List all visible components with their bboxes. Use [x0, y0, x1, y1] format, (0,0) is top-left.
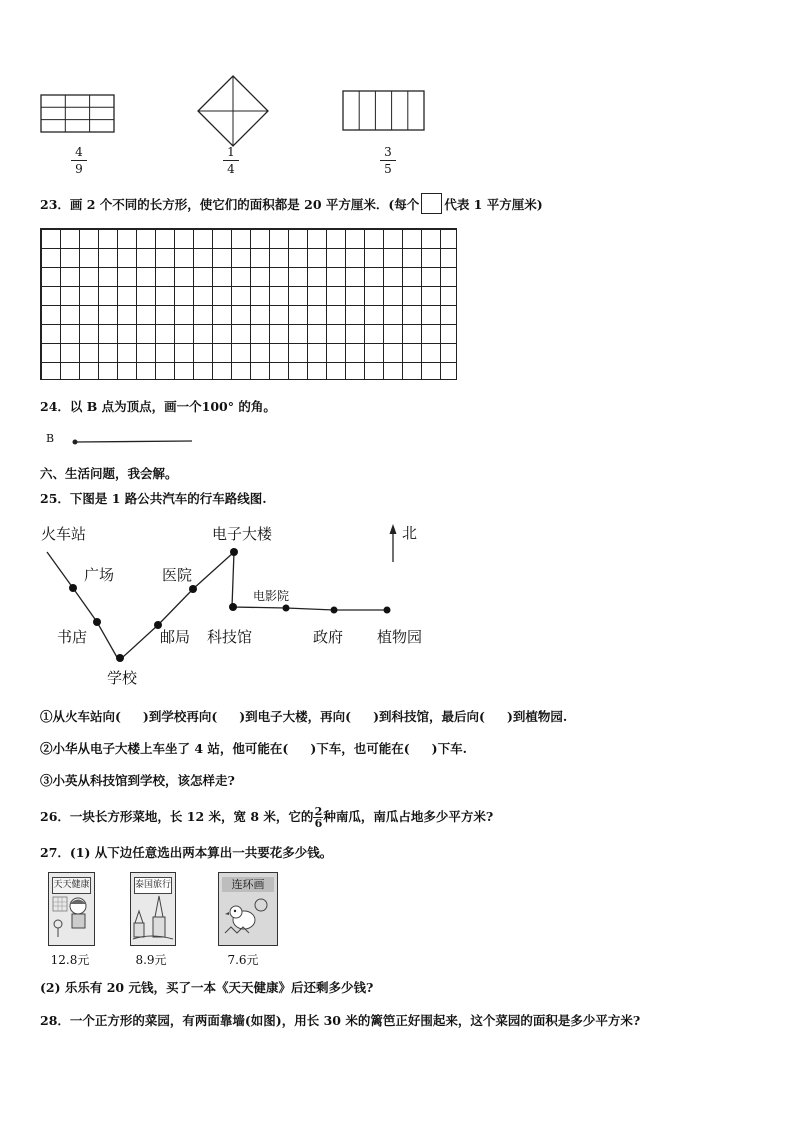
stop-dot-tech-museum: [229, 603, 237, 611]
numerator: 2: [314, 805, 323, 818]
denominator: 9: [75, 162, 83, 176]
stop-government: 政府: [313, 628, 344, 646]
q25-sub1: [40, 707, 567, 725]
book-price: 8.9元: [135, 953, 167, 967]
book-tiantian-jiankang[interactable]: [48, 872, 95, 946]
chick-illustration-icon: [219, 893, 277, 945]
denominator: 4: [227, 162, 235, 176]
stop-hospital: 医院: [162, 566, 193, 584]
q23-text-after: 代表 1 平方厘米): [444, 197, 543, 212]
q26-after: 种南瓜，南瓜占地多少平方米?: [323, 809, 494, 824]
q26-question: [40, 806, 493, 829]
q23-text-before: 23．画 2 个不同的长方形，使它们的面积都是 20 平方厘米．(每个: [40, 197, 420, 212]
north-label: 北: [402, 524, 418, 542]
stop-square: 广场: [84, 566, 115, 584]
stop-tech-museum: 科技馆: [207, 628, 253, 646]
q25-sub2-b: )下车，也可能在(: [310, 741, 410, 756]
q25-sub2: [40, 739, 467, 757]
stop-electronics-building: 电子大楼: [212, 525, 273, 543]
q25-sub2-a: ②小华从电子大楼上车坐了 4 站，他可能在(: [40, 741, 289, 756]
stop-dot-bookstore: [93, 618, 101, 626]
stop-dot-cinema: [283, 605, 290, 612]
q25-sub1-a: ①从火车站向(: [40, 709, 121, 724]
stop-dot-electronics-building: [230, 548, 238, 556]
q27-part2: (2) 乐乐有 20 元钱，买了一本《天天健康》后还剩多少钱?: [40, 980, 374, 995]
q25-sub1-d: )到科技馆，最后向(: [373, 709, 485, 724]
book-lianhuanhua[interactable]: [218, 872, 278, 946]
stop-dot-school: [116, 654, 124, 662]
numerator: 1: [227, 145, 235, 159]
numerator: 4: [75, 145, 83, 159]
stop-dot-square: [69, 584, 77, 592]
denominator: 6: [314, 817, 323, 830]
numerator: 3: [384, 145, 392, 159]
q26-before: 26．一块长方形菜地，长 12 米，宽 8 米，它的: [40, 809, 314, 824]
book-price: 7.6元: [227, 953, 259, 967]
q25-sub2-c: )下车.: [431, 741, 467, 756]
stop-bookstore: 书店: [57, 628, 88, 646]
point-b-label: B: [46, 432, 55, 445]
q28-question: 28．一个正方形的菜园，有两面靠墙(如图)，用长 30 米的篱笆正好围起来，这个菜园的面积是多少平方米?: [40, 1013, 641, 1028]
q26-fraction: [313, 806, 323, 829]
stop-dot-government: [331, 607, 338, 614]
book-title: 泰国旅行: [134, 877, 172, 894]
q25-sub1-c: )到电子大楼，再向(: [239, 709, 352, 724]
child-illustration-icon: [49, 893, 94, 945]
section-6-title: 六、生活问题，我会解。: [40, 466, 178, 481]
stop-dot-botanical-garden: [384, 607, 391, 614]
book-title: 天天健康: [52, 877, 91, 894]
q27-part1: 27．(1) 从下边任意选出两本算出一共要花多少钱。: [40, 845, 333, 860]
stop-train-station: 火车站: [41, 525, 87, 543]
book-price: 12.8元: [50, 953, 90, 967]
stop-dot-hospital: [189, 585, 197, 593]
stop-post-office: 邮局: [160, 628, 191, 646]
q25-title: 25．下图是 1 路公共汽车的行车路线图.: [40, 491, 267, 506]
stop-school: 学校: [107, 669, 138, 687]
book-title: 连环画: [222, 877, 274, 892]
stop-botanical-garden: 植物园: [377, 628, 423, 646]
temple-illustration-icon: [131, 893, 175, 945]
denominator: 5: [384, 162, 392, 176]
q25-sub1-e: )到植物园.: [506, 709, 568, 724]
book-taiguo-lvxing[interactable]: [130, 872, 176, 946]
q25-sub3: ③小英从科技馆到学校，该怎样走?: [40, 773, 235, 788]
north-arrow-icon: [390, 524, 397, 534]
q24-question: 24．以 B 点为顶点，画一个100° 的角。: [40, 399, 276, 414]
q25-sub1-b: )到学校再向(: [142, 709, 218, 724]
stop-cinema: 电影院: [253, 589, 290, 603]
